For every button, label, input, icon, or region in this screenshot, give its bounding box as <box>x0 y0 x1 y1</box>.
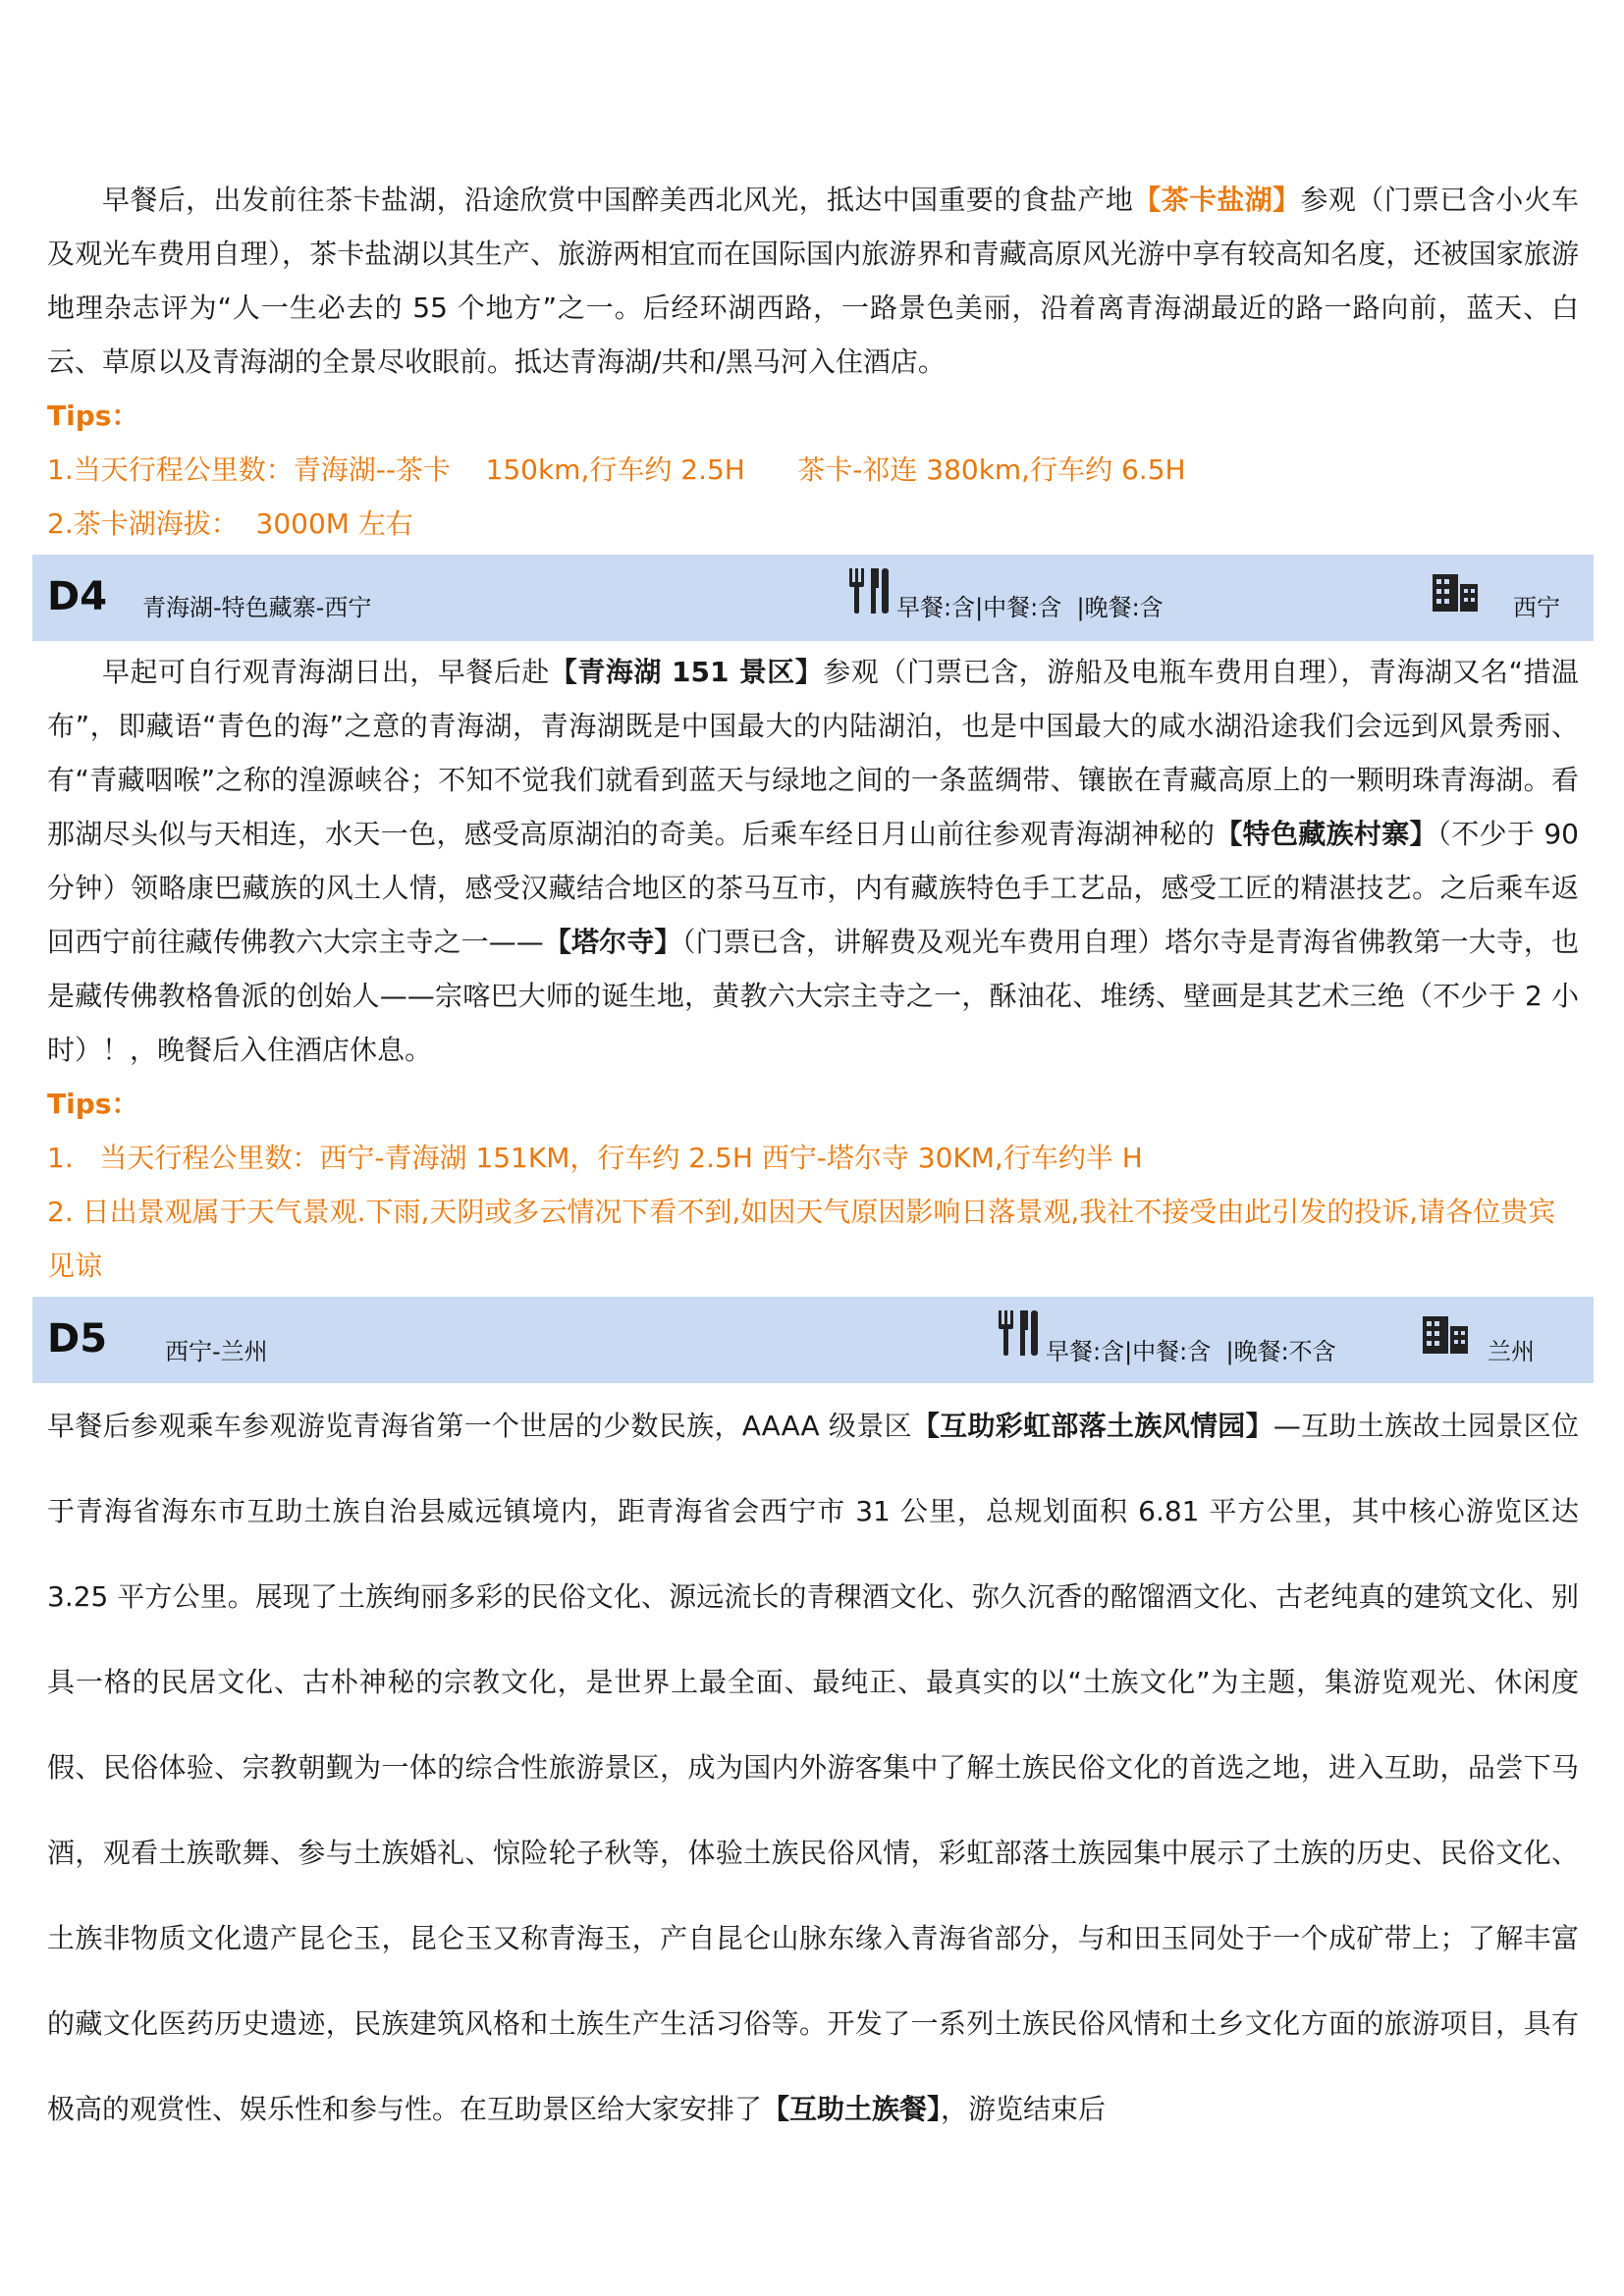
d4-route: 青海湖-特色藏寨-西宁 <box>142 594 372 621</box>
d5-spot-huzhu-rainbow-tribe: 【互助彩虹部落土族风情园】 <box>911 1410 1273 1442</box>
d3-text-b: 参观（门票已含小火车及观光车费用自理），茶卡盐湖以其生产、旅游两相宜而在国际国内旅游界和青藏高原风光游中享有较高知名度，还被国家旅游地理杂志评为“人一生必去的 55 个地方”之一。后经环湖西路，一路景色美丽，沿着离青海湖最近的路一路向前，蓝天、白云、草原以及青海湖的全景尽收眼前。抵达青海湖/共和/黑马河入住酒店。 <box>47 184 1579 378</box>
d3-text-a: 早餐后，出发前往茶卡盐湖，沿途欣赏中国醉美西北风光，抵达中国重要的食盐产地 <box>102 184 1134 216</box>
d3-tips-title: Tips： <box>47 400 139 432</box>
d4-description <box>47 645 1579 1077</box>
d5-description <box>47 1383 1579 2152</box>
utensils-icon <box>997 1308 1040 1358</box>
d5-text-2: —互助土族故土园景区位于青海省海东市互助土族自治县威远镇境内，距青海省会西宁市 31 公里，总规划面积 6.81 平方公里，其中核心游览区达 3.25 平方公里。展现了土族绚丽多彩的民俗文化、源远流长的青稞酒文化、弥久沉香的酩馏酒文化、古老纯真的建筑文化、别具一格的民居文化、古朴神秘的宗教文化，是世界上最全面、最纯正、最真实的以“土族文化”为主题，集游览观光、休闲度假、民俗体验、宗教朝觐为一体的综合性旅游景区，成为国内外游客集中了解土族民俗文化的首选之地，进入互助，品尝下马酒，观看土族歌舞、参与土族婚礼、惊险轮子秋等，体验土族民俗风情，彩虹部落土族园集中展示了土族的历史、民俗文化、土族非物质文化遗产昆仑玉，昆仑玉又称青海玉，产自昆仑山脉东缘入青海省部分，与和田玉同处于一个成矿带上；了解丰富的藏文化医药历史遗迹，民族建筑风格和土族生产生活习俗等。开发了一系列土族民俗风情和土乡文化方面的旅游项目，具有极高的观赏性、娱乐性和参与性。在互助景区给大家安排了 <box>47 1410 1579 2125</box>
d4-text-3: （不少于 90 分钟）领略康巴藏族的风土人情，感受汉藏结合地区的茶马互市，内有藏族特色手工艺品，感受工匠的精湛技艺。之后乘车返回西宁前往藏传佛教六大宗主寺之一—— <box>47 818 1579 958</box>
d3-tip-1: 1.当天行程公里数：青海湖--茶卡 150km,行车约 2.5H 茶卡-祁连 380km,行车约 6.5H <box>47 454 1186 486</box>
d5-route: 西宁-兰州 <box>165 1338 268 1365</box>
d5-spot-huzhu-meal: 【互助土族餐】 <box>762 2093 942 2125</box>
utensils-icon <box>847 566 891 615</box>
d3-tip-2: 2.茶卡湖海拔： 3000M 左右 <box>47 507 413 540</box>
d5-city: 兰州 <box>1488 1338 1535 1365</box>
hotel-building-icon <box>1433 574 1478 612</box>
d4-tip-2: 2. 日出景观属于天气景观.下雨,天阴或多云情况下看不到,如因天气原因影响日落景观,我社不接受由此引发的投诉,请各位贵宾见谅 <box>47 1196 1556 1282</box>
d4-tip-1: 1. 当天行程公里数：西宁-青海湖 151KM，行车约 2.5H 西宁-塔尔寺 30KM,行车约半 H <box>47 1142 1143 1174</box>
d4-spot-taer-temple: 【塔尔寺】 <box>543 926 682 958</box>
hotel-building-icon <box>1423 1316 1468 1354</box>
d4-spot-qinghai-lake: 【青海湖 151 景区】 <box>549 656 824 688</box>
d4-header <box>32 555 1594 641</box>
d3-spot-chaka: 【茶卡盐湖】 <box>1133 184 1301 216</box>
d4-tips-title: Tips： <box>47 1088 139 1120</box>
d4-day-label: D4 <box>47 574 108 619</box>
d4-text-2: 参观（门票已含，游船及电瓶车费用自理），青海湖又名“措温布”，即藏语“青色的海”之意的青海湖，青海湖既是中国最大的内陆湖泊，也是中国最大的咸水湖沿途我们会远到风景秀丽、有“青藏咽喉”之称的湟源峡谷；不知不觉我们就看到蓝天与绿地之间的一条蓝绸带、镶嵌在青藏高原上的一颗明珠青海湖。看那湖尽头似与天相连，水天一色，感受高原湖泊的奇美。后乘车经日月山前往参观青海湖神秘的 <box>47 656 1579 850</box>
d4-city: 西宁 <box>1513 594 1560 621</box>
d5-day-label: D5 <box>47 1316 108 1362</box>
document-content <box>47 0 1579 2152</box>
d5-text-1: 早餐后参观乘车参观游览青海省第一个世居的少数民族，AAAA 级景区 <box>47 1410 912 1442</box>
d4-meals: 早餐:含|中餐:含 |晚餐:含 <box>896 594 1164 621</box>
d3-description <box>47 173 1579 389</box>
d4-spot-tibetan-village: 【特色藏族村寨】 <box>1215 818 1437 850</box>
d5-meals: 早餐:含|中餐:含 |晚餐:不含 <box>1046 1338 1336 1365</box>
d5-header <box>32 1297 1594 1383</box>
d4-text-1: 早起可自行观青海湖日出，早餐后赴 <box>102 656 550 688</box>
d4-text-4: （门票已含，讲解费及观光车费用自理）塔尔寺是青海省佛教第一大寺，也是藏传佛教格鲁派的创始人——宗喀巴大师的诞生地，黄教六大宗主寺之一，酥油花、堆绣、壁画是其艺术三绝（不少于 2 小时）！，晚餐后入住酒店休息。 <box>47 926 1579 1066</box>
d5-text-3: ，游览结束后 <box>941 2093 1107 2125</box>
